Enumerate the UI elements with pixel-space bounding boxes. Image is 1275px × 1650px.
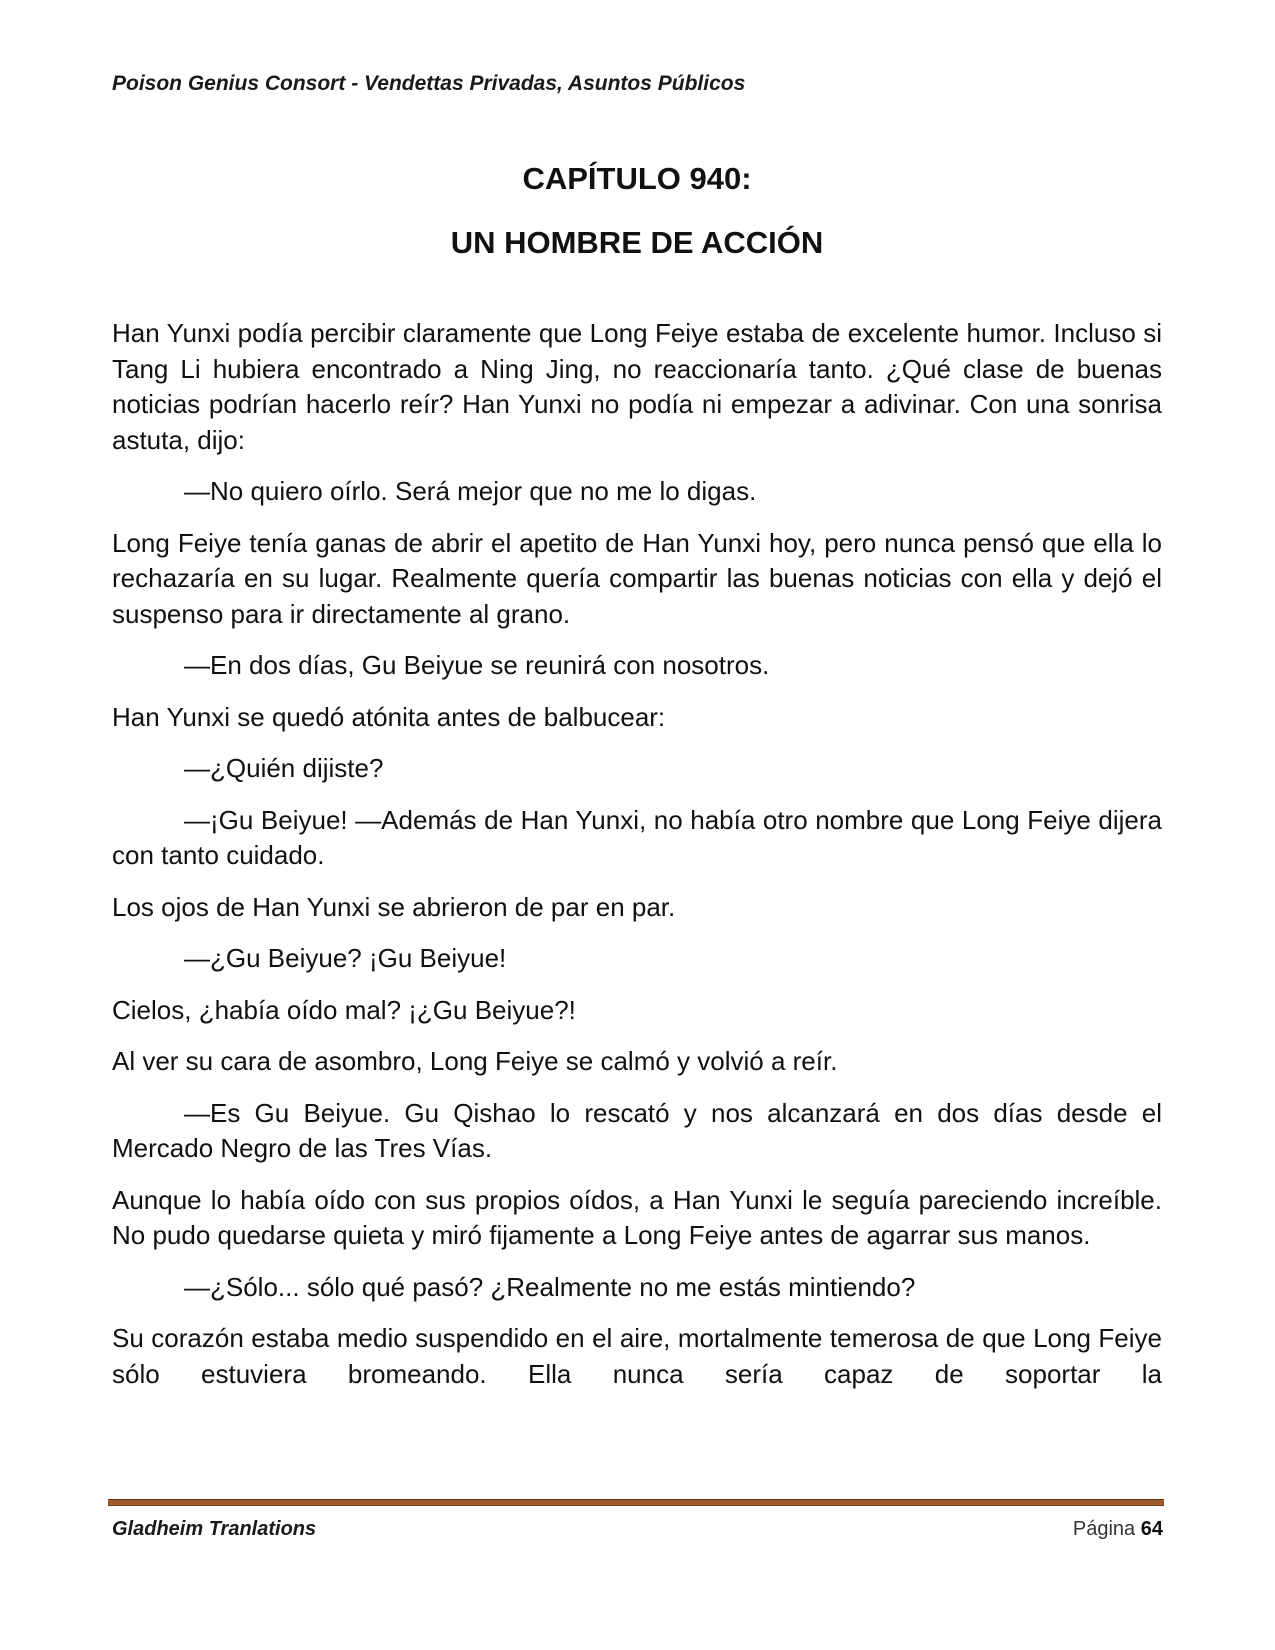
footer-divider — [108, 1499, 1164, 1506]
page-number — [1073, 1518, 1163, 1541]
header-subtitle: Vendettas Privadas, Asuntos Públicos — [364, 72, 746, 95]
header-book-title: Poison Genius Consort — [112, 72, 346, 95]
chapter-title: UN HOMBRE DE ACCIÓN — [450, 225, 824, 260]
paragraph: Aunque lo había oído con sus propios oídos, a Han Yunxi le seguía pareciendo increíble. No pudo quedarse quieta y miró fijamente a Long Feiye antes de agarrar sus manos. — [112, 1184, 1162, 1250]
paragraph: Cielos, ¿había oído mal? ¡¿Gu Beiyue?! — [112, 994, 576, 1025]
page-number-value: 64 — [1140, 1518, 1163, 1540]
chapter-body — [112, 316, 1162, 1408]
page-label: Página — [1072, 1518, 1136, 1540]
chapter-heading — [112, 147, 1162, 275]
paragraph: Los ojos de Han Yunxi se abrieron de par en par. — [112, 891, 676, 922]
chapter-number: CAPÍTULO 940: — [522, 161, 752, 196]
paragraph: Al ver su cara de asombro, Long Feiye se calmó y volvió a reír. — [112, 1046, 838, 1076]
paragraph: Han Yunxi podía percibir claramente que Long Feiye estaba de excelente humor. Incluso si Tang Li hubiera encontrado a Ning Jing, no reaccionaría tanto. ¿Qué clase de buenas noticias podrían hacerlo reír? Han Yunxi no podía ni empezar a adivinar. Con una sonrisa astuta, dijo: — [112, 318, 1162, 455]
dialogue-paragraph: —Es Gu Beiyue. Gu Qishao lo rescató y nos alcanzará en dos días desde el Mercado Negro de las Tres Vías. — [112, 1097, 1162, 1163]
dialogue-paragraph: —¿Gu Beiyue? ¡Gu Beiyue! — [184, 943, 507, 973]
dialogue-paragraph: —En dos días, Gu Beiyue se reunirá con nosotros. — [184, 650, 770, 680]
running-header — [112, 72, 1162, 96]
paragraph: Han Yunxi se quedó atónita antes de balbucear: — [112, 701, 666, 732]
footer-translator: Gladheim Tranlations — [112, 1518, 317, 1540]
dialogue-paragraph: —¿Sólo... sólo qué pasó? ¿Realmente no me estás mintiendo? — [184, 1271, 916, 1302]
dialogue-paragraph: —¿Quién dijiste? — [184, 753, 384, 783]
dialogue-paragraph: —¡Gu Beiyue! —Además de Han Yunxi, no había otro nombre que Long Feiye dijera con tanto cuidado. — [112, 804, 1162, 870]
paragraph: Long Feiye tenía ganas de abrir el apetito de Han Yunxi hoy, pero nunca pensó que ella lo rechazaría en su lugar. Realmente quería compartir las buenas noticias con ella y dejó el suspenso para ir directamente al grano. — [112, 527, 1162, 629]
paragraph: Su corazón estaba medio suspendido en el aire, mortalmente temerosa de que Long Feiye sólo estuviera bromeando. Ella nunca sería capaz de soportar la — [112, 1323, 1162, 1389]
dialogue-paragraph: —No quiero oírlo. Será mejor que no me lo digas. — [184, 476, 757, 506]
header-separator: - — [345, 72, 365, 95]
